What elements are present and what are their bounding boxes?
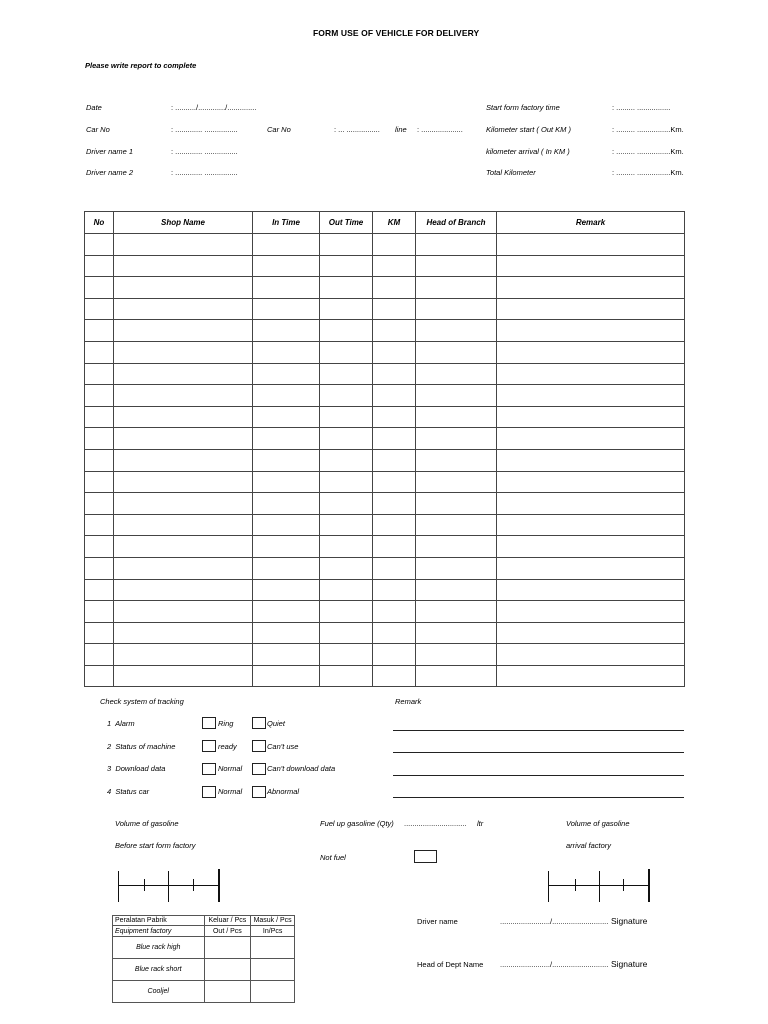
table-cell[interactable] [253, 622, 320, 644]
table-cell[interactable] [497, 234, 685, 256]
table-cell[interactable] [114, 579, 253, 601]
equipment-in-cell[interactable] [251, 937, 295, 959]
equipment-header-cell: Out / Pcs [204, 926, 251, 937]
table-cell[interactable] [416, 449, 497, 471]
table-cell[interactable] [85, 622, 114, 644]
table-cell[interactable] [497, 644, 685, 666]
equipment-header-cell: Keluar / Pcs [204, 916, 251, 926]
car-abnormal-label: Abnormal [267, 787, 300, 796]
table-cell[interactable] [497, 557, 685, 579]
delivery-table [84, 211, 685, 687]
table-cell[interactable] [497, 536, 685, 558]
table-cell[interactable] [373, 255, 416, 277]
download-cant-checkbox[interactable] [252, 763, 266, 775]
tracking-item-number: 4 [107, 787, 112, 796]
car-normal-label: Normal [218, 787, 243, 796]
table-cell[interactable] [497, 601, 685, 623]
fuel-up-label: Fuel up gasoline (Qty) [320, 819, 394, 828]
table-header-row [85, 212, 685, 234]
equipment-name: Blue rack short [113, 959, 205, 981]
table-cell[interactable] [497, 298, 685, 320]
total-km-label: Total Kilometer [486, 168, 536, 177]
table-row [85, 514, 685, 536]
table-cell[interactable] [373, 471, 416, 493]
table-cell[interactable] [85, 644, 114, 666]
start-time-label: Start form factory time [486, 103, 560, 112]
table-cell[interactable] [85, 601, 114, 623]
equipment-header-cell: Masuk / Pcs [251, 916, 295, 926]
table-cell[interactable] [253, 277, 320, 299]
table-cell[interactable] [85, 406, 114, 428]
table-cell[interactable] [320, 385, 373, 407]
alarm-quiet-label: Quiet [267, 719, 285, 728]
table-cell[interactable] [320, 406, 373, 428]
table-cell[interactable] [114, 363, 253, 385]
table-row [85, 363, 685, 385]
machine-cant-use-label: Can't use [267, 742, 299, 751]
car-no-label: Car No [86, 125, 110, 134]
table-cell[interactable] [416, 277, 497, 299]
table-cell[interactable] [114, 493, 253, 515]
table-cell[interactable] [253, 601, 320, 623]
form-title: FORM USE OF VEHICLE FOR DELIVERY [313, 28, 480, 38]
table-cell[interactable] [85, 320, 114, 342]
line-field[interactable]: : .................... [417, 125, 463, 134]
table-cell[interactable] [320, 644, 373, 666]
table-cell[interactable] [416, 493, 497, 515]
table-cell[interactable] [373, 557, 416, 579]
table-cell[interactable] [416, 557, 497, 579]
driver-signature-label: Signature [611, 916, 648, 926]
equipment-row [113, 981, 295, 1003]
table-cell[interactable] [416, 255, 497, 277]
table-cell[interactable] [85, 298, 114, 320]
table-row [85, 622, 685, 644]
table-cell[interactable] [416, 644, 497, 666]
table-cell[interactable] [497, 471, 685, 493]
table-cell[interactable] [85, 385, 114, 407]
driver-1-field[interactable]: : ............. ................ [171, 147, 238, 156]
table-row [85, 601, 685, 623]
table-cell[interactable] [114, 557, 253, 579]
car-no-2-label: Car No [267, 125, 291, 134]
table-row [85, 493, 685, 515]
equipment-in-cell[interactable] [251, 959, 295, 981]
table-cell[interactable] [114, 406, 253, 428]
table-cell[interactable] [497, 665, 685, 687]
remark-line[interactable] [393, 797, 684, 798]
table-cell[interactable] [85, 557, 114, 579]
table-cell[interactable] [416, 234, 497, 256]
table-cell[interactable] [114, 644, 253, 666]
table-cell[interactable] [373, 493, 416, 515]
table-cell[interactable] [85, 255, 114, 277]
km-start-label: Kilometer start ( Out KM ) [486, 125, 572, 134]
table-cell[interactable] [416, 341, 497, 363]
table-cell[interactable] [114, 536, 253, 558]
table-cell[interactable] [373, 406, 416, 428]
equipment-row [113, 937, 295, 959]
start-time-field[interactable]: : ......... ................ [612, 103, 671, 112]
table-row [85, 557, 685, 579]
alarm-ring-checkbox[interactable] [202, 717, 216, 729]
equipment-header-row [113, 926, 295, 937]
table-cell[interactable] [416, 320, 497, 342]
table-cell[interactable] [320, 601, 373, 623]
head-dept-field[interactable]: ......................../........................... [500, 960, 609, 969]
machine-ready-label: ready [218, 742, 237, 751]
tracking-item-4-label [107, 787, 149, 796]
table-body [85, 234, 685, 687]
tracking-item-number: 2 [107, 742, 112, 751]
col-header-remark: Remark [497, 212, 685, 234]
remark-label: Remark [395, 697, 422, 706]
table-cell[interactable] [497, 363, 685, 385]
table-cell[interactable] [114, 255, 253, 277]
table-cell[interactable] [85, 493, 114, 515]
table-cell[interactable] [497, 493, 685, 515]
table-cell[interactable] [373, 341, 416, 363]
table-cell[interactable] [85, 234, 114, 256]
table-row [85, 536, 685, 558]
table-row [85, 665, 685, 687]
download-normal-label: Normal [218, 764, 243, 773]
table-cell[interactable] [114, 449, 253, 471]
table-cell[interactable] [114, 622, 253, 644]
tracking-title: Check system of tracking [100, 697, 184, 706]
alarm-quiet-checkbox[interactable] [252, 717, 266, 729]
table-cell[interactable] [497, 579, 685, 601]
table-cell[interactable] [320, 298, 373, 320]
tracking-item-text: Status car [115, 787, 150, 796]
table-cell[interactable] [320, 622, 373, 644]
col-header-km: KM [373, 212, 416, 234]
table-cell[interactable] [253, 514, 320, 536]
table-cell[interactable] [320, 428, 373, 450]
table-row [85, 255, 685, 277]
table-cell[interactable] [320, 557, 373, 579]
table-cell[interactable] [320, 579, 373, 601]
table-cell[interactable] [497, 277, 685, 299]
car-normal-checkbox[interactable] [202, 786, 216, 798]
table-cell[interactable] [320, 341, 373, 363]
col-header-in-time: In Time [253, 212, 320, 234]
equipment-in-cell[interactable] [251, 981, 295, 1003]
table-cell[interactable] [416, 536, 497, 558]
alarm-ring-label: Ring [218, 719, 234, 728]
table-cell[interactable] [114, 514, 253, 536]
table-cell[interactable] [373, 428, 416, 450]
equipment-row [113, 959, 295, 981]
km-arrival-label: kilometer arrival ( In KM ) [486, 147, 570, 156]
tracking-item-3-label [107, 764, 165, 773]
remark-line[interactable] [393, 752, 684, 753]
table-cell[interactable] [497, 622, 685, 644]
not-fuel-label: Not fuel [320, 853, 346, 862]
table-cell[interactable] [497, 255, 685, 277]
table-cell[interactable] [114, 471, 253, 493]
table-row [85, 449, 685, 471]
table-cell[interactable] [114, 428, 253, 450]
equipment-header-row [113, 916, 295, 926]
table-cell[interactable] [416, 298, 497, 320]
table-cell[interactable] [253, 234, 320, 256]
col-header-shop-name: Shop Name [114, 212, 253, 234]
table-cell[interactable] [373, 234, 416, 256]
tracking-item-text: Alarm [115, 719, 135, 728]
table-cell[interactable] [373, 449, 416, 471]
table-cell[interactable] [253, 428, 320, 450]
table-cell[interactable] [114, 277, 253, 299]
table-cell[interactable] [373, 298, 416, 320]
machine-ready-checkbox[interactable] [202, 740, 216, 752]
equipment-header-cell: Peralatan Pabrik [113, 916, 205, 926]
table-cell[interactable] [253, 493, 320, 515]
table-cell[interactable] [416, 428, 497, 450]
car-no-2-field[interactable]: : ... ................ [334, 125, 380, 134]
table-row [85, 428, 685, 450]
remark-line[interactable] [393, 775, 684, 776]
table-cell[interactable] [253, 341, 320, 363]
table-cell[interactable] [320, 449, 373, 471]
machine-cant-use-checkbox[interactable] [252, 740, 266, 752]
table-cell[interactable] [85, 665, 114, 687]
table-cell[interactable] [85, 449, 114, 471]
table-cell[interactable] [253, 363, 320, 385]
tracking-item-number: 1 [107, 719, 112, 728]
table-cell[interactable] [373, 536, 416, 558]
head-dept-signature-label: Signature [611, 959, 648, 969]
table-cell[interactable] [373, 385, 416, 407]
table-cell[interactable] [253, 557, 320, 579]
table-cell[interactable] [373, 363, 416, 385]
not-fuel-checkbox[interactable] [414, 850, 437, 863]
table-cell[interactable] [373, 579, 416, 601]
table-cell[interactable] [373, 622, 416, 644]
head-dept-label: Head of Dept Name [417, 960, 484, 969]
driver-2-label: Driver name 2 [86, 168, 134, 177]
equipment-out-cell[interactable] [204, 981, 251, 1003]
table-cell[interactable] [373, 644, 416, 666]
car-abnormal-checkbox[interactable] [252, 786, 266, 798]
table-cell[interactable] [85, 579, 114, 601]
download-cant-label: Can't download data [267, 764, 336, 773]
download-normal-checkbox[interactable] [202, 763, 216, 775]
table-row [85, 298, 685, 320]
km-start-field[interactable]: : ......... ................Km. [612, 125, 684, 134]
table-cell[interactable] [114, 601, 253, 623]
table-cell[interactable] [85, 514, 114, 536]
table-cell[interactable] [253, 298, 320, 320]
table-cell[interactable] [85, 277, 114, 299]
table-row [85, 579, 685, 601]
table-row [85, 320, 685, 342]
table-cell[interactable] [253, 665, 320, 687]
table-cell[interactable] [320, 665, 373, 687]
table-row [85, 234, 685, 256]
table-cell[interactable] [373, 601, 416, 623]
car-no-field[interactable]: : ............. ................ [171, 125, 238, 134]
equipment-out-cell[interactable] [204, 959, 251, 981]
table-cell[interactable] [320, 471, 373, 493]
table-cell[interactable] [416, 601, 497, 623]
driver-name-label: Driver name [417, 917, 458, 926]
tracking-item-number: 3 [107, 764, 112, 773]
remark-line[interactable] [393, 730, 684, 731]
table-cell[interactable] [373, 320, 416, 342]
table-cell[interactable] [497, 406, 685, 428]
table-cell[interactable] [497, 428, 685, 450]
table-cell[interactable] [85, 428, 114, 450]
col-header-head-of-branch: Head of Branch [416, 212, 497, 234]
tracking-item-1-label [107, 719, 135, 728]
table-cell[interactable] [320, 255, 373, 277]
table-row [85, 471, 685, 493]
table-cell[interactable] [320, 320, 373, 342]
table-cell[interactable] [114, 665, 253, 687]
col-header-no: No [85, 212, 114, 234]
equipment-name: Blue rack high [113, 937, 205, 959]
equipment-out-cell[interactable] [204, 937, 251, 959]
table-cell[interactable] [114, 298, 253, 320]
table-row [85, 277, 685, 299]
table-cell[interactable] [373, 514, 416, 536]
table-cell[interactable] [497, 514, 685, 536]
table-cell[interactable] [114, 234, 253, 256]
table-cell[interactable] [85, 363, 114, 385]
col-header-out-time: Out Time [320, 212, 373, 234]
table-cell[interactable] [416, 406, 497, 428]
volume-gasoline-left-label: Volume of gasoline [115, 819, 179, 828]
table-cell[interactable] [320, 493, 373, 515]
table-row [85, 341, 685, 363]
line-label: line [395, 125, 407, 134]
table-cell[interactable] [497, 385, 685, 407]
volume-gasoline-right-label: Volume of gasoline [566, 819, 630, 828]
table-cell[interactable] [416, 514, 497, 536]
km-arrival-field[interactable]: : ......... ................Km. [612, 147, 684, 156]
table-cell[interactable] [114, 320, 253, 342]
table-cell[interactable] [253, 579, 320, 601]
table-cell[interactable] [114, 385, 253, 407]
table-row [85, 406, 685, 428]
equipment-header-cell: In/Pcs [251, 926, 295, 937]
equipment-header-cell: Equipment factory [113, 926, 205, 937]
table-row [85, 644, 685, 666]
date-field[interactable]: : ........../............./.............. [171, 103, 257, 112]
equipment-table [112, 915, 295, 1003]
table-cell[interactable] [373, 277, 416, 299]
fuel-unit-label: ltr [477, 819, 484, 828]
table-cell[interactable] [320, 363, 373, 385]
tracking-item-2-label [107, 742, 175, 751]
table-cell[interactable] [253, 255, 320, 277]
arrival-factory-label: arrival factory [566, 841, 612, 850]
table-cell[interactable] [416, 385, 497, 407]
equipment-name: Cooljel [113, 981, 205, 1003]
table-cell[interactable] [320, 514, 373, 536]
date-label: Date [86, 103, 102, 112]
driver-2-field[interactable]: : ............. ................ [171, 168, 238, 177]
table-cell[interactable] [416, 579, 497, 601]
table-row [85, 385, 685, 407]
table-cell[interactable] [497, 320, 685, 342]
table-cell[interactable] [253, 320, 320, 342]
table-cell[interactable] [416, 622, 497, 644]
table-cell[interactable] [85, 536, 114, 558]
table-cell[interactable] [416, 471, 497, 493]
table-cell[interactable] [416, 665, 497, 687]
table-cell[interactable] [416, 363, 497, 385]
tracking-item-text: Download data [115, 764, 166, 773]
before-start-label: Before start form factory [115, 841, 196, 850]
table-cell[interactable] [114, 341, 253, 363]
table-cell[interactable] [320, 536, 373, 558]
table-cell[interactable] [320, 234, 373, 256]
table-cell[interactable] [253, 449, 320, 471]
table-cell[interactable] [497, 341, 685, 363]
instruction-text: Please write report to complete [85, 61, 197, 70]
table-cell[interactable] [85, 341, 114, 363]
table-cell[interactable] [497, 449, 685, 471]
total-km-field[interactable]: : ......... ................Km. [612, 168, 684, 177]
fuel-up-field[interactable]: .............................. [404, 819, 467, 828]
table-cell[interactable] [373, 665, 416, 687]
table-cell[interactable] [253, 406, 320, 428]
driver-name-field[interactable]: ......................../........................... [500, 917, 609, 926]
table-cell[interactable] [253, 385, 320, 407]
table-cell[interactable] [253, 471, 320, 493]
table-cell[interactable] [85, 471, 114, 493]
table-cell[interactable] [253, 536, 320, 558]
table-cell[interactable] [253, 644, 320, 666]
table-cell[interactable] [320, 277, 373, 299]
tracking-item-text: Status of machine [115, 742, 176, 751]
driver-1-label: Driver name 1 [86, 147, 134, 156]
